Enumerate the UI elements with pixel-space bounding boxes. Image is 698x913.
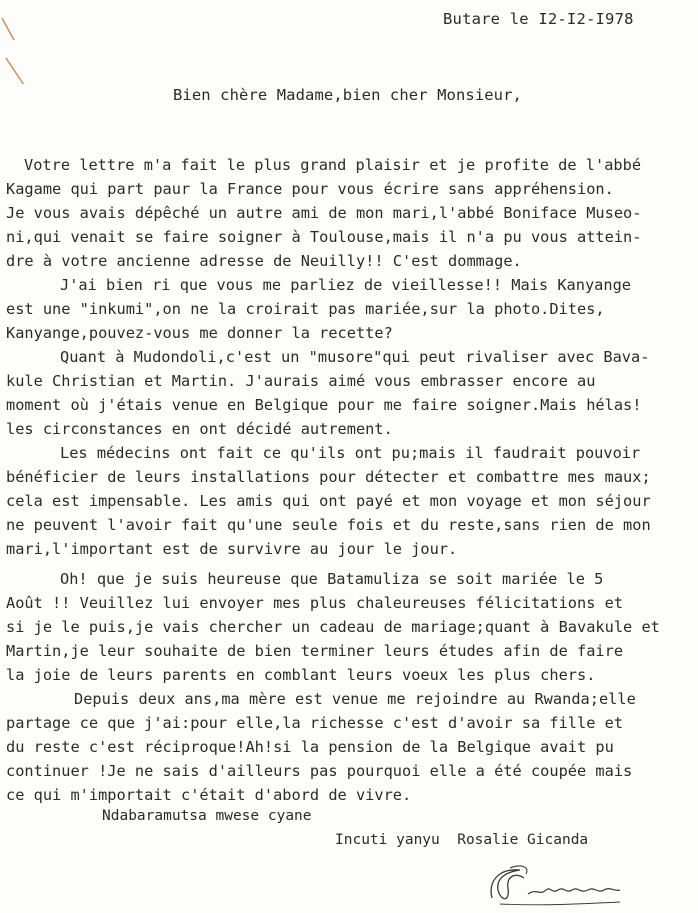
body-line: cela est impensable. Les amis qui ont payé et mon voyage et mon séjour [6, 492, 651, 510]
body-line: Les médecins ont fait ce qu'ils ont pu;mais il faudrait pouvoir [60, 444, 641, 462]
body-line: bénéficier de leurs installations pour détecter et combattre mes maux; [6, 468, 651, 486]
body-line: Depuis deux ans,ma mère est venue me rejoindre au Rwanda;elle [74, 690, 636, 708]
body-line: Août !! Veuillez lui envoyer mes plus chaleureuses félicitations et [6, 594, 624, 612]
body-line: Martin,je leur souhaite de bien terminer leurs études afin de faire [6, 642, 624, 660]
body-line: Quant à Mudondoli,c'est un "musore"qui peut rivaliser avec Bava- [60, 348, 650, 366]
body-line: J'ai bien ri que vous me parliez de vieillesse!! Mais Kanyange [60, 276, 631, 294]
body-line: est une "inkumi",on ne la croirait pas mariée,sur la photo.Dites, [6, 300, 605, 318]
body-line: moment où j'étais venue en Belgique pour me faire soigner.Mais hélas! [6, 396, 642, 414]
body-line: Kagame qui part paur la France pour vous écrire sans appréhension. [6, 180, 614, 198]
corner-pen-mark [0, 14, 40, 84]
salutation: Bien chère Madame,bien cher Monsieur, [173, 86, 522, 104]
body-line: ne peuvent l'avoir fait qu'une seule fois et du reste,sans rien de mon [6, 516, 651, 534]
body-line: partage ce que j'ai:pour elle,la richesse c'est d'avoir sa fille et [6, 714, 624, 732]
body-line: Votre lettre m'a fait le plus grand plaisir et je profite de l'abbé [24, 156, 642, 174]
body-line: ce qui m'importait c'était d'abord de vivre. [6, 786, 412, 804]
body-line: ni,qui venait se faire soigner à Toulouse,mais il n'a pu vous attein- [6, 228, 642, 246]
body-line: kule Christian et Martin. J'aurais aimé vous embrasser encore au [6, 372, 596, 390]
body-line: du reste c'est réciproque!Ah!si la pension de la Belgique avait pu [6, 738, 614, 756]
body-line: les circonstances en ont décidé autrement. [6, 420, 393, 438]
body-line: si je le puis,je vais chercher un cadeau de mariage;quant à Bavakule et [6, 618, 660, 636]
body-line: continuer !Je ne sais d'ailleurs pas pourquoi elle a été coupée mais [6, 762, 633, 780]
body-line: Kanyange,pouvez-vous me donner la recette? [6, 324, 393, 342]
closing-greeting: Ndabaramutsa mwese cyane [102, 808, 312, 824]
body-line: Je vous avais dépêché un autre ami de mon mari,l'abbé Boniface Museo- [6, 204, 642, 222]
body-line: la joie de leurs parents en comblant leurs voeux les plus chers. [6, 666, 596, 684]
body-line: dre à votre ancienne adresse de Neuilly!! C'est dommage. [6, 252, 522, 270]
body-line: Oh! que je suis heureuse que Batamuliza se soit mariée le 5 [60, 570, 604, 588]
closing-signoff: Incuti yanyu Rosalie Gicanda [335, 832, 589, 848]
letter-date: Butare le I2-I2-I978 [443, 10, 634, 28]
body-line: mari,l'important est de survivre au jour le jour. [6, 540, 458, 558]
handwritten-signature [480, 860, 630, 910]
